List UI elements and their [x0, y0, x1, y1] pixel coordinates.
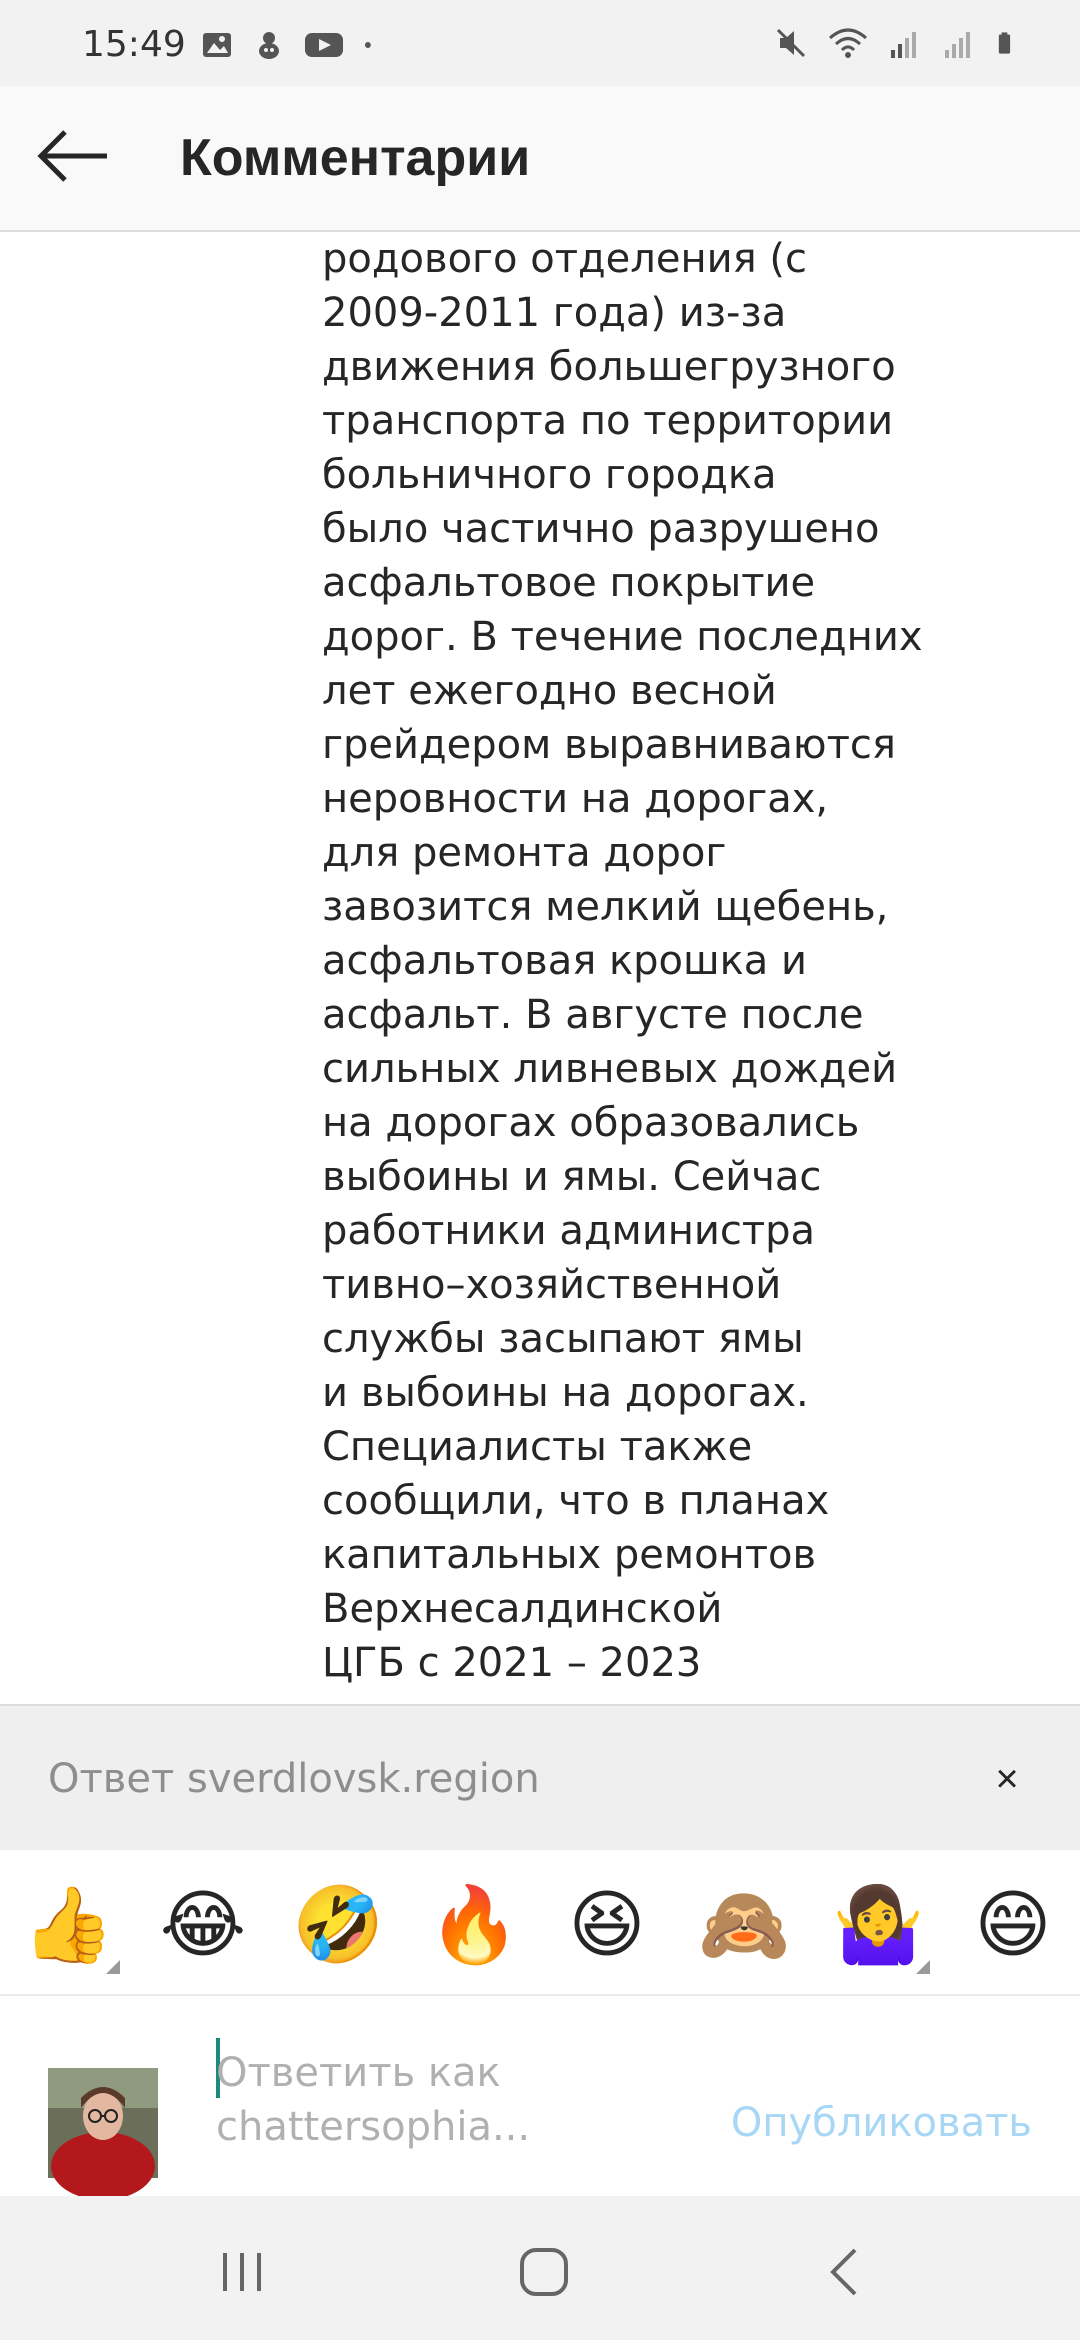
- comment-line: асфальт. В августе после: [322, 992, 864, 1038]
- comment-line: завозится мелкий щебень,: [322, 884, 889, 930]
- publish-button[interactable]: Опубликовать: [730, 2100, 1032, 2146]
- comment-line: лет ежегодно весной: [322, 668, 777, 714]
- signal-icon: [888, 26, 922, 60]
- comment-line: дорог. В течение последних: [322, 614, 923, 660]
- comment-line: Верхнесалдинской: [322, 1586, 723, 1632]
- page-title: Комментарии: [180, 129, 531, 187]
- system-back-button[interactable]: [806, 2232, 886, 2312]
- emoji-see-no-evil-button[interactable]: 🙈: [698, 1883, 791, 1966]
- dot-icon: [362, 28, 382, 62]
- comment-line: было частично разрушено: [322, 506, 880, 552]
- comment-line: асфальтовое покрытие: [322, 560, 816, 606]
- emoji-laughing-button[interactable]: 😆: [568, 1883, 646, 1966]
- chevron-left-icon: [821, 2244, 871, 2300]
- home-icon: [516, 2244, 572, 2300]
- emoji-thumbs-up-button[interactable]: 👍: [22, 1883, 115, 1966]
- comment-input-placeholder-line1: Ответить как: [216, 2050, 501, 2096]
- status-time: 15:49: [82, 24, 186, 65]
- emoji-shrug-button[interactable]: 🤷‍♀️: [832, 1883, 925, 1966]
- comment-line: родового отделения (с: [322, 236, 807, 282]
- reply-banner: [0, 1704, 1080, 1850]
- signal-icon-2: [942, 26, 976, 60]
- comment-line: на дорогах образовались: [322, 1100, 860, 1146]
- emoji-fire-button[interactable]: 🔥: [428, 1883, 521, 1966]
- status-icons-right: [774, 26, 1020, 60]
- comment-line: транспорта по территории: [322, 398, 894, 444]
- comment-input-placeholder-line2: chattersophia...: [216, 2104, 531, 2150]
- battery-icon: [996, 26, 1020, 60]
- comment-line: Специалисты также: [322, 1424, 753, 1470]
- emoji-rofl-button[interactable]: 🤣: [292, 1883, 385, 1966]
- skin-tone-indicator-icon: [916, 1960, 930, 1974]
- reply-to-label: Ответ sverdlovsk.region: [48, 1756, 540, 1802]
- recent-apps-icon: [217, 2247, 267, 2297]
- back-button[interactable]: [28, 116, 118, 196]
- mute-icon: [774, 26, 808, 60]
- wifi-icon: [828, 26, 868, 60]
- comment-line: движения большегрузного: [322, 344, 896, 390]
- emoji-bar: [0, 1850, 1080, 1996]
- emoji-grin-button[interactable]: 😄: [974, 1883, 1052, 1966]
- image-icon: [200, 28, 234, 62]
- avatar-image: [48, 2068, 158, 2178]
- recent-apps-button[interactable]: [202, 2232, 282, 2312]
- comment-line: сильных ливневых дождей: [322, 1046, 898, 1092]
- comment-text: [322, 232, 1042, 1744]
- comment-line: службы засыпают ямы: [322, 1316, 804, 1362]
- status-bar: [0, 0, 1080, 86]
- comment-line: 2009-2011 года) из-за: [322, 290, 787, 336]
- comment-line: капитальных ремонтов: [322, 1532, 817, 1578]
- comment-line: выбоины и ямы. Сейчас: [322, 1154, 822, 1200]
- comment-line: ЦГБ с 2021 – 2023: [322, 1640, 702, 1686]
- arrow-left-icon: [35, 128, 111, 184]
- comment-line: сообщили, что в планах: [322, 1478, 830, 1524]
- home-button[interactable]: [504, 2232, 584, 2312]
- comment-line: тивно–хозяйственной: [322, 1262, 782, 1308]
- comment-line: грейдером выравниваются: [322, 722, 896, 768]
- close-reply-button[interactable]: [976, 1748, 1038, 1810]
- status-icons-left: [200, 28, 382, 62]
- system-nav-bar: [0, 2196, 1080, 2340]
- youtube-icon: [304, 28, 344, 62]
- comment-scroll-area[interactable]: [0, 232, 1080, 1704]
- comment-line: для ремонта дорог: [322, 830, 727, 876]
- close-icon: ×: [995, 1756, 1019, 1801]
- comment-line: асфальтовая крошка и: [322, 938, 807, 984]
- app-header: [0, 86, 1080, 232]
- comment-line: и выбоины на дорогах.: [322, 1370, 809, 1416]
- emoji-tears-of-joy-button[interactable]: 😂: [159, 1883, 247, 1966]
- avatar: [48, 2068, 158, 2178]
- skin-tone-indicator-icon: [106, 1960, 120, 1974]
- comment-line: неровности на дорогах,: [322, 776, 829, 822]
- app-icon: [252, 28, 286, 62]
- comment-input[interactable]: [216, 2046, 696, 2166]
- comment-line: больничного городка: [322, 452, 777, 498]
- comment-line: работники администра: [322, 1208, 816, 1254]
- comment-composer: [0, 1996, 1080, 2196]
